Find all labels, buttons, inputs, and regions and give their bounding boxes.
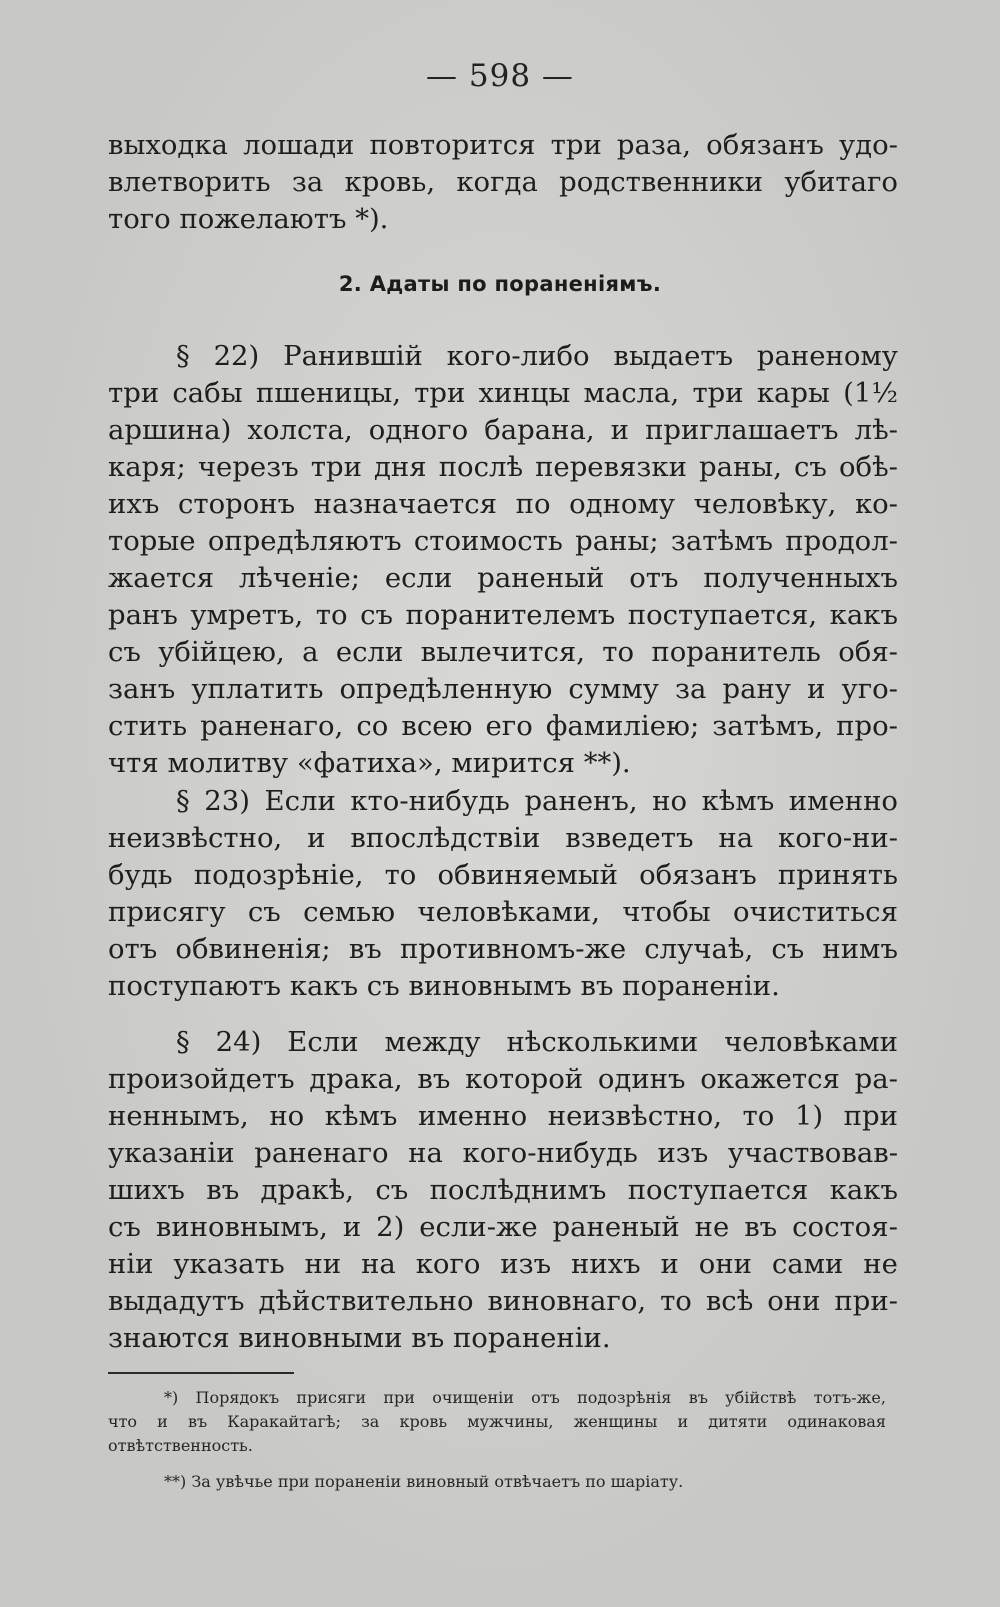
paragraph-22 [108, 338, 898, 782]
text-line: поступаютъ какъ съ виновнымъ въ пораненіи. [108, 970, 780, 1002]
continuation-paragraph [108, 127, 898, 238]
text-line: неннымъ, но кѣмъ именно неизвѣстно, то 1) при [108, 1100, 898, 1132]
text-line: ранъ умретъ, то съ поранителемъ поступается, какъ [108, 599, 898, 631]
text-line: ніи указать ни на кого изъ нихъ и они сами не [108, 1248, 898, 1280]
text-line: будь подозрѣніе, то обвиняемый обязанъ принять [108, 859, 898, 891]
footnote-line: отвѣтственность. [108, 1436, 253, 1455]
text-line: выходка лошади повторится три раза, обязанъ удо- [108, 129, 898, 161]
paragraph-24 [108, 1024, 898, 1357]
footnote-1 [108, 1386, 886, 1458]
text-line: жается лѣченіе; если раненый отъ полученныхъ [108, 562, 898, 594]
text-line: § 22) Ранившій кого-либо выдаетъ раненому [176, 340, 898, 372]
text-line: аршина) холста, одного барана, и приглашаетъ лѣ- [108, 414, 898, 446]
text-line: произойдетъ драка, въ которой одинъ окажется ра- [108, 1063, 898, 1095]
text-line: указаніи раненаго на кого-нибудь изъ участвовав- [108, 1137, 898, 1169]
text-line: неизвѣстно, и впослѣдствіи взведетъ на кого-ни- [108, 822, 898, 854]
footnote-line: что и въ Каракайтагѣ; за кровь мужчины, женщины и дитяти одинаковая [108, 1412, 886, 1431]
text-line: того пожелаютъ *). [108, 203, 389, 235]
text-line: влетворить за кровь, когда родственники убитаго [108, 166, 898, 198]
footnote-line: **) За увѣчье при пораненіи виновный отвѣчаетъ по шаріату. [164, 1472, 684, 1491]
text-line: § 23) Если кто-нибудь раненъ, но кѣмъ именно [176, 785, 898, 817]
footnotes [108, 1386, 886, 1494]
text-line: съ убійцею, а если вылечится, то поранитель обя- [108, 636, 898, 668]
section-heading: 2. Адаты по пораненіямъ. [338, 272, 662, 296]
text-line: три сабы пшеницы, три хинцы масла, три кары (1½ [108, 377, 898, 409]
footnote-divider [108, 1372, 294, 1374]
text-line: занъ уплатить опредѣленную сумму за рану и уго- [108, 673, 898, 705]
page-number: — 598 — [426, 58, 574, 94]
text-line: каря; черезъ три дня послѣ перевязки раны, съ обѣ- [108, 451, 898, 483]
text-line: шихъ въ дракѣ, съ послѣднимъ поступается какъ [108, 1174, 898, 1206]
text-line: съ виновнымъ, и 2) если-же раненый не въ состоя- [108, 1211, 898, 1243]
text-line: знаются виновными въ пораненіи. [108, 1322, 611, 1354]
text-line: ихъ сторонъ назначается по одному человѣку, ко- [108, 488, 898, 520]
text-line: торые опредѣляютъ стоимость раны; затѣмъ продол- [108, 525, 898, 557]
footnote-line: *) Порядокъ присяги при очищеніи отъ подозрѣнія въ убійствѣ тотъ-же, [164, 1388, 886, 1407]
text-line: § 24) Если между нѣсколькими человѣками [176, 1026, 898, 1058]
footnote-2 [108, 1470, 886, 1494]
text-line: чтя молитву «фатиха», мирится **). [108, 747, 631, 779]
text-line: отъ обвиненія; въ противномъ-же случаѣ, съ нимъ [108, 933, 898, 965]
text-line: присягу съ семью человѣками, чтобы очиститься [108, 896, 898, 928]
text-line: выдадутъ дѣйствительно виновнаго, то всѣ они при- [108, 1285, 898, 1317]
paragraph-23 [108, 783, 898, 1005]
text-line: стить раненаго, со всею его фамиліею; затѣмъ, про- [108, 710, 898, 742]
